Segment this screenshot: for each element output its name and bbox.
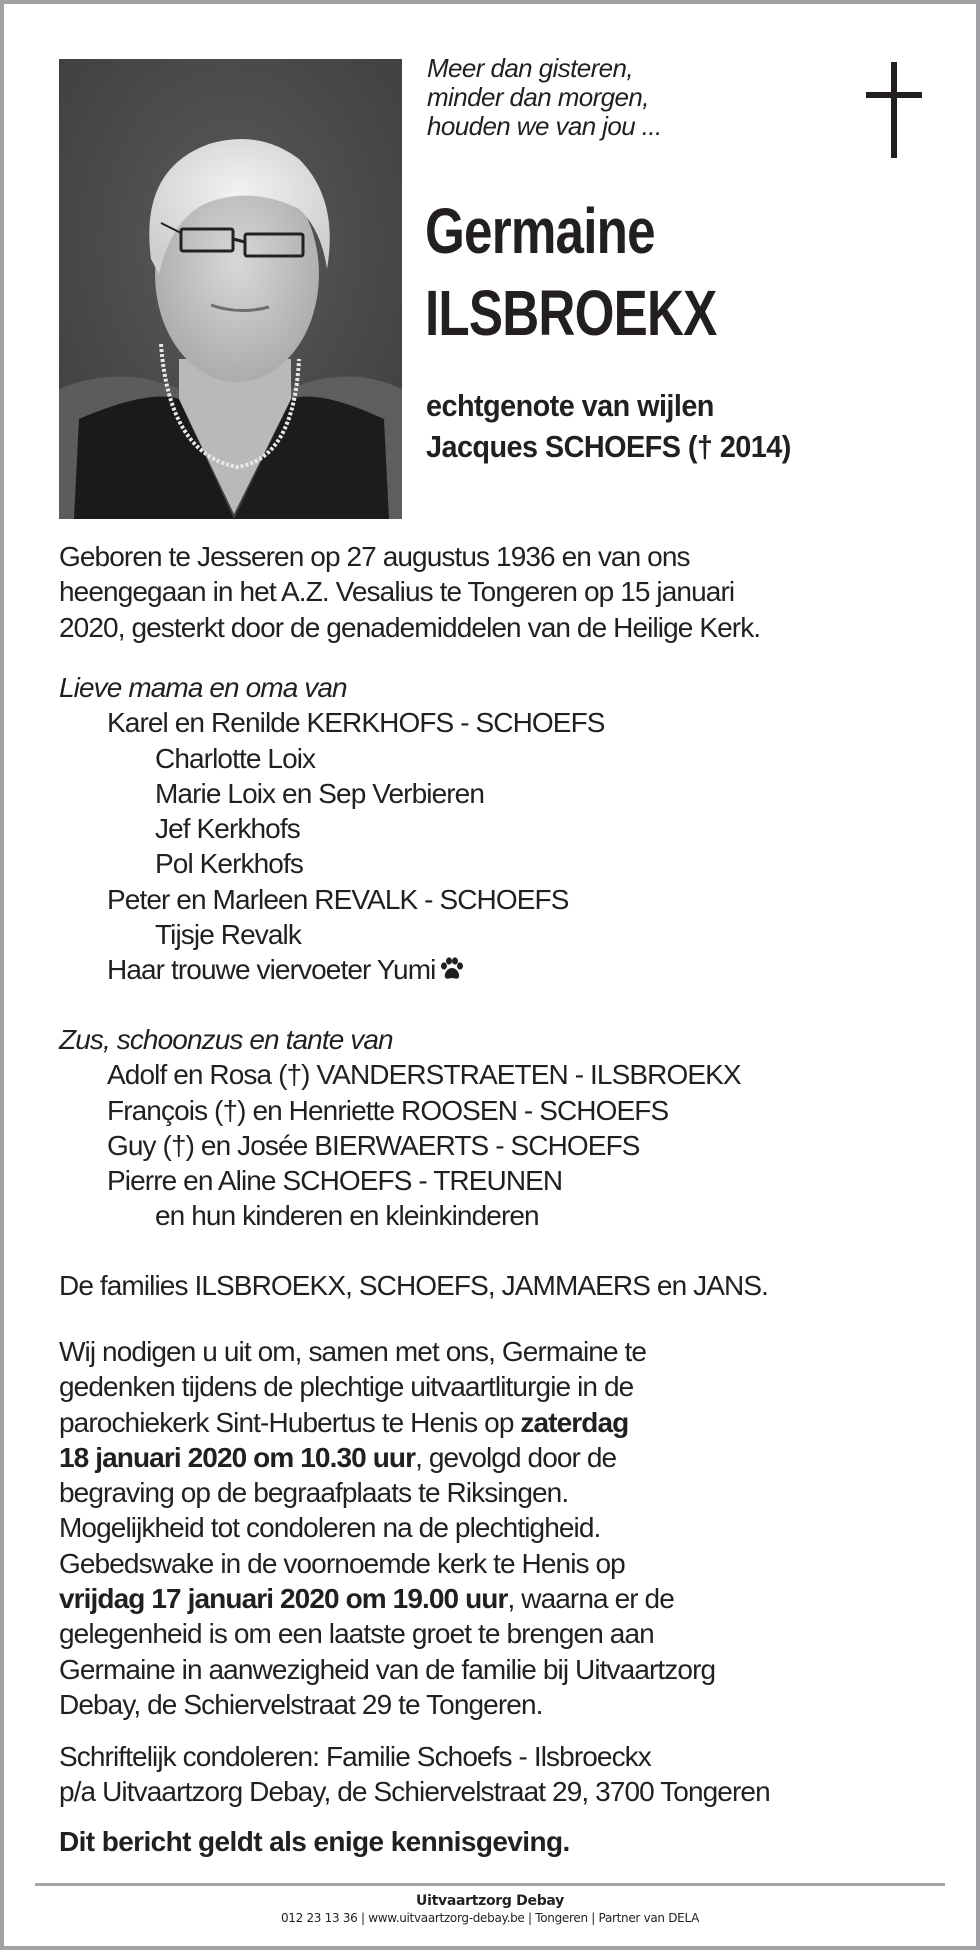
condolence-address [59, 1739, 939, 1810]
poem-line: Meer dan gisteren, [427, 53, 633, 83]
footer-divider [35, 1883, 945, 1886]
service-paragraph [59, 1334, 939, 1722]
text-line: Wij nodigen u uit om, samen met ons, Germaine te [59, 1336, 647, 1367]
text-line [59, 1440, 939, 1475]
pet-line [59, 952, 939, 987]
relative-line: Charlotte Loix [155, 742, 316, 774]
text-line [59, 1405, 939, 1440]
spouse-info [426, 385, 791, 467]
text-line: De families ILSBROEKX, SCHOEFS, JAMMAERS en JANS. [59, 1270, 768, 1301]
cross-icon [866, 62, 922, 158]
children-list [59, 670, 939, 988]
relative-line: Jef Kerkhofs [155, 813, 300, 845]
spouse-line-1: echtgenote van wijlen [426, 388, 714, 423]
wake-datetime: vrijdag 17 januari 2020 om 19.00 uur [59, 1583, 508, 1615]
funeral-home-contact: 012 23 13 36 | www.uitvaartzorg-debay.be | Tongeren | Partner van DELA [280, 1911, 700, 1925]
text-line: begraving op de begraafplaats te Riksingen. [59, 1477, 569, 1509]
relative-line: Guy (†) en Josée BIERWAERTS - SCHOEFS [107, 1129, 640, 1161]
text-line: Gebedswake in de voornoemde kerk te Henis op [59, 1547, 625, 1579]
relative-line: Marie Loix en Sep Verbieren [155, 777, 485, 809]
text-segment: , waarna er de [507, 1583, 674, 1615]
families-line [59, 1268, 939, 1303]
text-line: Debay, de Schiervelstraat 29 te Tongeren. [59, 1688, 543, 1720]
funeral-datetime: 18 januari 2020 om 10.30 uur [59, 1441, 416, 1473]
text-segment: parochiekerk Sint-Hubertus te Henis op [59, 1406, 521, 1438]
text-line: gedenken tijdens de plechtige uitvaartliturgie in de [59, 1371, 634, 1403]
obituary-notice [4, 4, 976, 1946]
last-name: ILSBROEKX [425, 277, 717, 349]
funeral-home-name: Uitvaartzorg Debay [416, 1893, 564, 1909]
portrait-photo [59, 59, 402, 519]
closing-statement: Dit bericht geldt als enige kennisgeving. [59, 1826, 570, 1857]
relative-line: Karel en Renilde KERKHOFS - SCHOEFS [107, 707, 605, 739]
birth-death-paragraph [59, 539, 939, 645]
text-segment: , gevolgd door de [415, 1441, 617, 1473]
relative-line: Peter en Marleen REVALK - SCHOEFS [107, 883, 569, 915]
relative-line: François (†) en Henriette ROOSEN - SCHOEFS [107, 1094, 669, 1126]
text-line: gelegenheid is om een laatste groet te brengen aan [59, 1618, 654, 1650]
spouse-line-2: Jacques SCHOEFS († 2014) [426, 429, 791, 464]
relative-line: Pierre en Aline SCHOEFS - TREUNEN [107, 1165, 563, 1197]
funeral-home-footer [4, 1892, 976, 1926]
relative-line: Adolf en Rosa (†) VANDERSTRAETEN - ILSBROEKX [107, 1059, 741, 1091]
first-name: Germaine [425, 195, 655, 267]
funeral-day: zaterdag [520, 1406, 629, 1438]
text-line: 2020, gesterkt door de genademiddelen van de Heilige Kerk. [59, 611, 761, 643]
text-line: heengegaan in het A.Z. Vesalius te Tongeren op 15 januari [59, 576, 735, 608]
text-line: p/a Uitvaartzorg Debay, de Schiervelstraat 29, 3700 Tongeren [59, 1776, 770, 1808]
text-line: Schriftelijk condoleren: Familie Schoefs - Ilsbroeckx [59, 1741, 651, 1772]
paw-icon [439, 954, 465, 978]
text-line: Geboren te Jesseren op 27 augustus 1936 en van ons [59, 541, 690, 572]
relative-line: Tijsje Revalk [155, 919, 301, 951]
memorial-poem [427, 54, 662, 141]
relative-line: en hun kinderen en kleinkinderen [155, 1200, 539, 1232]
poem-line: houden we van jou ... [427, 111, 662, 141]
section-heading: Lieve mama en oma van [59, 672, 347, 703]
deceased-name [425, 190, 717, 354]
text-line: Germaine in aanwezigheid van de familie bij Uitvaartzorg [59, 1653, 716, 1685]
siblings-list [59, 1022, 939, 1234]
text-line [59, 1581, 939, 1616]
relative-line: Pol Kerkhofs [155, 848, 303, 880]
pet-text: Haar trouwe viervoeter Yumi [107, 954, 436, 986]
text-line: Mogelijkheid tot condoleren na de plechtigheid. [59, 1512, 601, 1544]
section-heading: Zus, schoonzus en tante van [59, 1024, 393, 1055]
poem-line: minder dan morgen, [427, 82, 649, 112]
portrait-image [59, 59, 402, 519]
